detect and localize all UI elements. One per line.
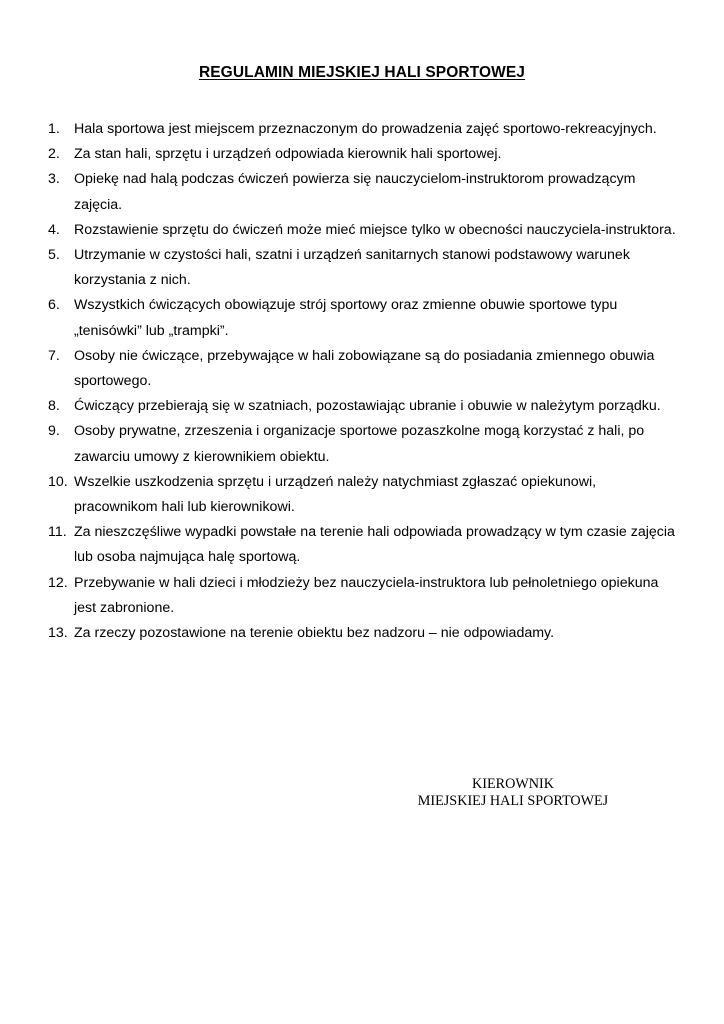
document-title: REGULAMIN MIEJSKIEJ HALI SPORTOWEJ — [198, 64, 526, 81]
rule-text: Przebywanie w hali dzieci i młodzieży bez nauczyciela-instruktora lub pełnoletniego opiekuna jest zabronione. — [74, 574, 659, 616]
rule-text: Za stan hali, sprzętu i urządzeń odpowiada kierownik hali sportowej. — [74, 146, 502, 163]
list-item — [48, 419, 676, 469]
list-item — [48, 344, 676, 394]
rule-text: Osoby prywatne, zrzeszenia i organizacje sportowe pozaszkolne mogą korzystać z hali, po zawarciu umowy z kierownikiem obiektu. — [74, 423, 645, 465]
rule-text: Wszystkich ćwiczących obowiązuje strój sportowy oraz zmienne obuwie sportowe typu „tenisówki” lub „trampki”. — [74, 297, 618, 339]
signature-title: KIEROWNIK — [472, 776, 554, 792]
rule-number: 13. — [48, 625, 68, 642]
rule-number: 5. — [48, 247, 60, 264]
rule-number: 11. — [48, 524, 67, 541]
signature-organization: MIEJSKIEJ HALI SPORTOWEJ — [417, 793, 609, 809]
signature-block — [400, 776, 626, 810]
list-item — [48, 167, 676, 217]
rule-text: Ćwiczący przebierają się w szatniach, pozostawiając ubranie i obuwie w należytym porządku. — [74, 398, 661, 415]
rule-number: 3. — [48, 171, 60, 188]
rule-number: 2. — [48, 146, 60, 163]
list-item — [48, 571, 676, 621]
rule-number: 8. — [48, 398, 60, 415]
rule-text: Opiekę nad halą podczas ćwiczeń powierza się nauczycielom-instruktorom prowadzącym zajęcia. — [74, 171, 636, 213]
rule-text: Hala sportowa jest miejscem przeznaczonym do prowadzenia zajęć sportowo-rekreacyjnych. — [74, 121, 657, 137]
list-item — [48, 621, 676, 646]
rule-number: 6. — [48, 297, 60, 314]
rule-number: 7. — [48, 347, 60, 364]
rule-text: Rozstawienie sprzętu do ćwiczeń może mieć miejsce tylko w obecności nauczyciela-instruktora. — [74, 221, 676, 238]
rule-number: 4. — [48, 221, 60, 238]
rule-number: 9. — [48, 423, 60, 440]
rule-text: Utrzymanie w czystości hali, szatni i urządzeń sanitarnych stanowi podstawowy warunek korzystania z nich. — [74, 247, 630, 289]
list-item — [48, 520, 676, 570]
list-item — [48, 142, 676, 167]
rule-number: 10. — [48, 473, 68, 490]
list-item — [48, 394, 676, 419]
rule-text: Osoby nie ćwiczące, przebywające w hali zobowiązane są do posiadania zmiennego obuwia sportowego. — [74, 347, 655, 390]
list-item — [48, 470, 676, 520]
rule-text: Za rzeczy pozostawione na terenie obiektu bez nadzoru – nie odpowiadamy. — [74, 625, 555, 642]
list-item — [48, 293, 676, 343]
list-item — [48, 243, 676, 293]
rule-number: 12. — [48, 574, 68, 591]
rule-text: Za nieszczęśliwe wypadki powstałe na terenie hali odpowiada prowadzący w tym czasie zajęcia lub osoba najmująca halę sportową. — [74, 524, 675, 566]
rules-list — [48, 117, 676, 646]
rule-text: Wszelkie uszkodzenia sprzętu i urządzeń należy natychmiast zgłaszać opiekunowi, pracownikom hali lub kierownikowi. — [74, 473, 597, 516]
list-item — [48, 117, 676, 142]
list-item — [48, 218, 676, 243]
rule-number: 1. — [48, 121, 60, 137]
